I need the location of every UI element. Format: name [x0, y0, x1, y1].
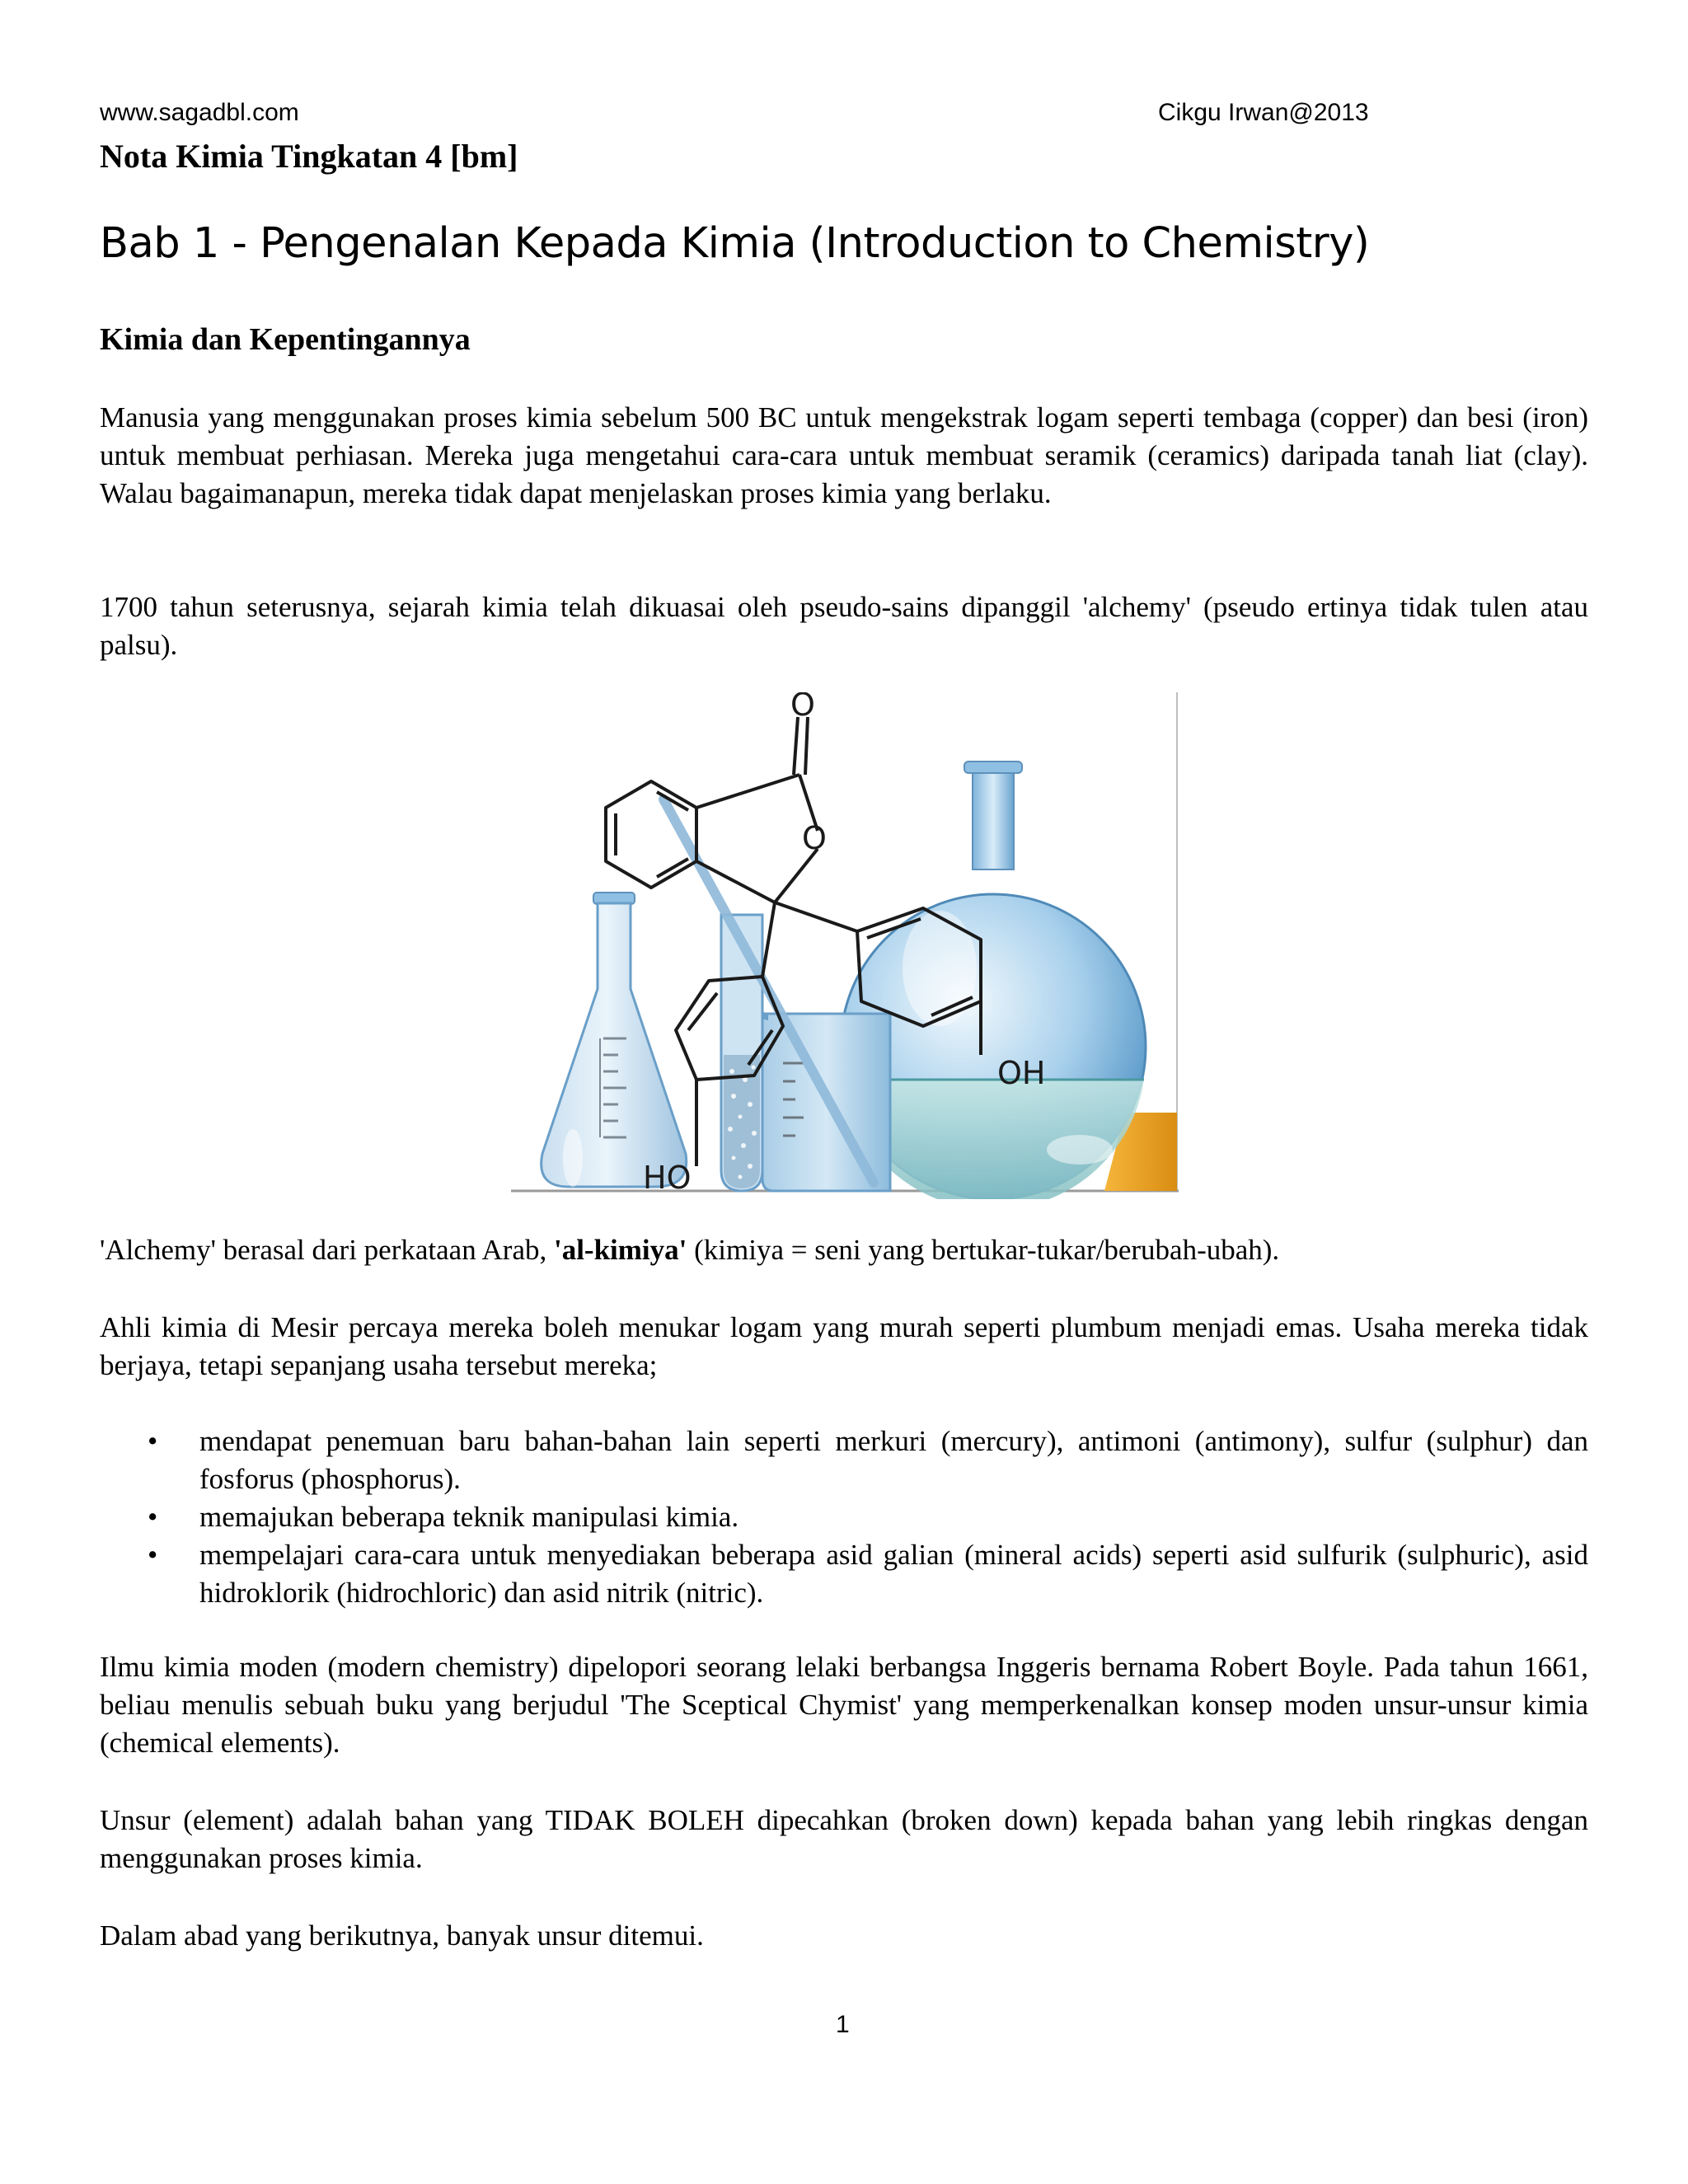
list-item-text: memajukan beberapa teknik manipulasi kimia. — [199, 1501, 739, 1533]
section-title: Kimia dan Kepentingannya — [100, 322, 471, 357]
list-item — [100, 1422, 1588, 1498]
paragraph-egypt-alchemists: Ahli kimia di Mesir percaya mereka boleh menukar logam yang murah seperti plumbum menjadi emas. Usaha mereka tidak berjaya, tetapi sepanjang usaha tersebut mereka; — [100, 1311, 1588, 1381]
paragraph-elements-discovered: Dalam abad yang berikutnya, banyak unsur ditemui. — [100, 1919, 704, 1952]
list-item — [100, 1536, 1588, 1612]
paragraph-early-chemistry: Manusia yang menggunakan proses kimia sebelum 500 BC untuk mengekstrak logam seperti tembaga (copper) dan besi (iron) untuk membuat perhiasan. Mereka juga mengetahui cara-cara untuk membuat seramik (ceramics) daripada tanah liat (clay). Walau bagaimanapun, mereka tidak dapat menjelaskan proses kimia yang berlaku. — [100, 401, 1588, 509]
paragraph-alchemy-era: 1700 tahun seterusnya, sejarah kimia telah dikuasai oleh pseudo-sains dipanggil 'alchemy' (pseudo ertinya tidak tulen atau palsu). — [100, 591, 1588, 661]
label-o-ring: O — [802, 820, 827, 856]
alchemy-achievements-list — [100, 1422, 1588, 1612]
paragraph-element-definition: Unsur (element) adalah bahan yang TIDAK BOLEH dipecahkan (broken down) kepada bahan yang lebih ringkas dengan menggunakan proses kimia. — [100, 1804, 1588, 1874]
bullet-icon: • — [148, 1501, 158, 1533]
header-website: www.sagadbl.com — [100, 99, 299, 126]
list-item — [100, 1498, 1588, 1536]
label-o-top: O — [790, 692, 815, 723]
bullet-icon: • — [148, 1425, 158, 1457]
list-item-text: mendapat penemuan baru bahan-bahan lain seperti merkuri (mercury), antimoni (antimony), sulfur (sulphur) dan fosforus (phosphorus). — [199, 1425, 1588, 1495]
label-ho: HO — [643, 1160, 692, 1196]
chapter-title: Bab 1 - Pengenalan Kepada Kimia (Introduction to Chemistry) — [100, 219, 1370, 268]
page-number: 1 — [836, 2011, 850, 2038]
bullet-icon: • — [148, 1539, 158, 1571]
document-title: Nota Kimia Tingkatan 4 [bm] — [100, 138, 518, 175]
list-item-text: mempelajari cara-cara untuk menyediakan beberapa asid galian (mineral acids) seperti asid sulfurik (sulphuric), asid hidroklorik (hidrochloric) dan asid nitrik (nitric). — [199, 1539, 1588, 1609]
al-kimiya-term: 'al-kimiya' — [553, 1234, 687, 1266]
paragraph-modern-chemistry: Ilmu kimia moden (modern chemistry) dipelopori seorang lelaki berbangsa Inggeris bernama Robert Boyle. Pada tahun 1661, beliau menulis sebuah buku yang berjudul 'The Sceptical Chymist' yang memperkenalkan konsep moden unsur-unsur kimia (chemical elements). — [100, 1651, 1588, 1759]
paragraph-alchemy-origin — [100, 1231, 1588, 1269]
alchemy-origin-meaning: (kimiya = seni yang bertukar-tukar/berubah-ubah). — [687, 1234, 1280, 1266]
header-author: Cikgu Irwan@2013 — [1158, 99, 1369, 126]
chemistry-glassware-illustration — [511, 692, 1179, 1199]
alchemy-origin-text: 'Alchemy' berasal dari perkataan Arab, — [100, 1234, 554, 1266]
label-oh: OH — [997, 1055, 1046, 1091]
erlenmeyer-flask — [542, 893, 687, 1187]
